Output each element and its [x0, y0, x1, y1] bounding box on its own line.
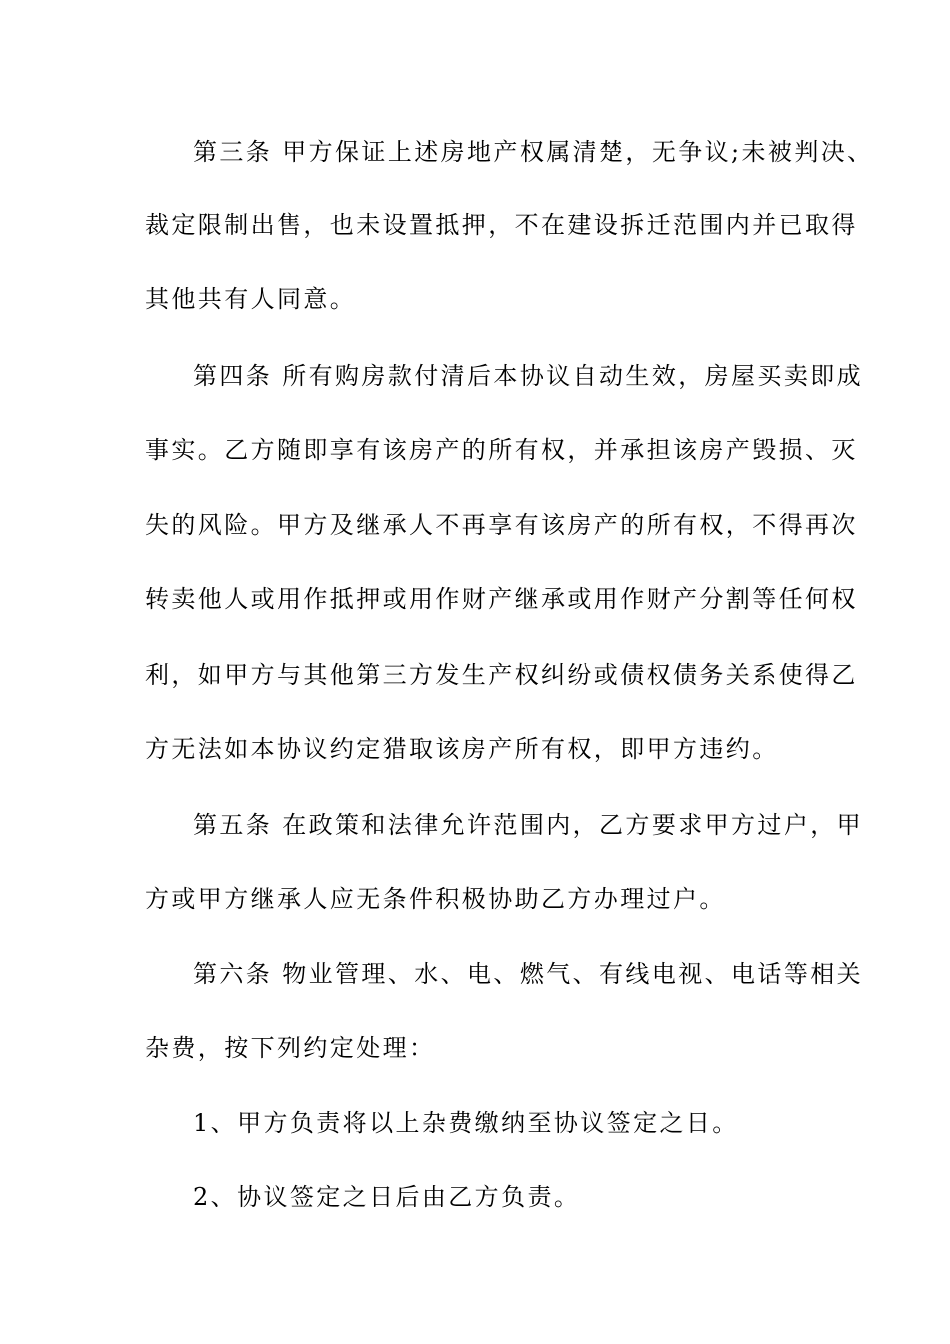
- article-3-line-1: 第三条 甲方保证上述房地产权属清楚，无争议;未被判决、: [193, 138, 874, 166]
- article-5-line-1: 第五条 在政策和法律允许范围内，乙方要求甲方过户，甲: [193, 811, 864, 839]
- article-5-line-2: 方或甲方继承人应无条件积极协助乙方办理过户。: [145, 885, 726, 913]
- article-6-line-1: 第六条 物业管理、水、电、燃气、有线电视、电话等相关: [193, 960, 864, 988]
- article-4-line-4: 转卖他人或用作抵押或用作财产继承或用作财产分割等任何权: [145, 585, 858, 613]
- article-3-line-2: 裁定限制出售，也未设置抵押，不在建设拆迁范围内并已取得: [145, 211, 858, 239]
- article-4-line-3: 失的风险。甲方及继承人不再享有该房产的所有权，不得再次: [145, 511, 858, 539]
- article-4-line-1: 第四条 所有购房款付清后本协议自动生效，房屋买卖即成: [193, 362, 864, 390]
- article-3-line-3: 其他共有人同意。: [145, 285, 357, 313]
- article-6-line-2: 杂费，按下列约定处理：: [145, 1034, 436, 1062]
- article-4-line-5: 利，如甲方与其他第三方发生产权纠纷或债权债务关系使得乙: [145, 661, 858, 689]
- clause-2: 2、协议签定之日后由乙方负责。: [193, 1183, 581, 1211]
- article-4-line-2: 事实。乙方随即享有该房产的所有权，并承担该房产毁损、灭: [145, 436, 858, 464]
- clause-1: 1、甲方负责将以上杂费缴纳至协议签定之日。: [193, 1109, 739, 1137]
- article-4-line-6: 方无法如本协议约定猎取该房产所有权，即甲方违约。: [145, 735, 779, 763]
